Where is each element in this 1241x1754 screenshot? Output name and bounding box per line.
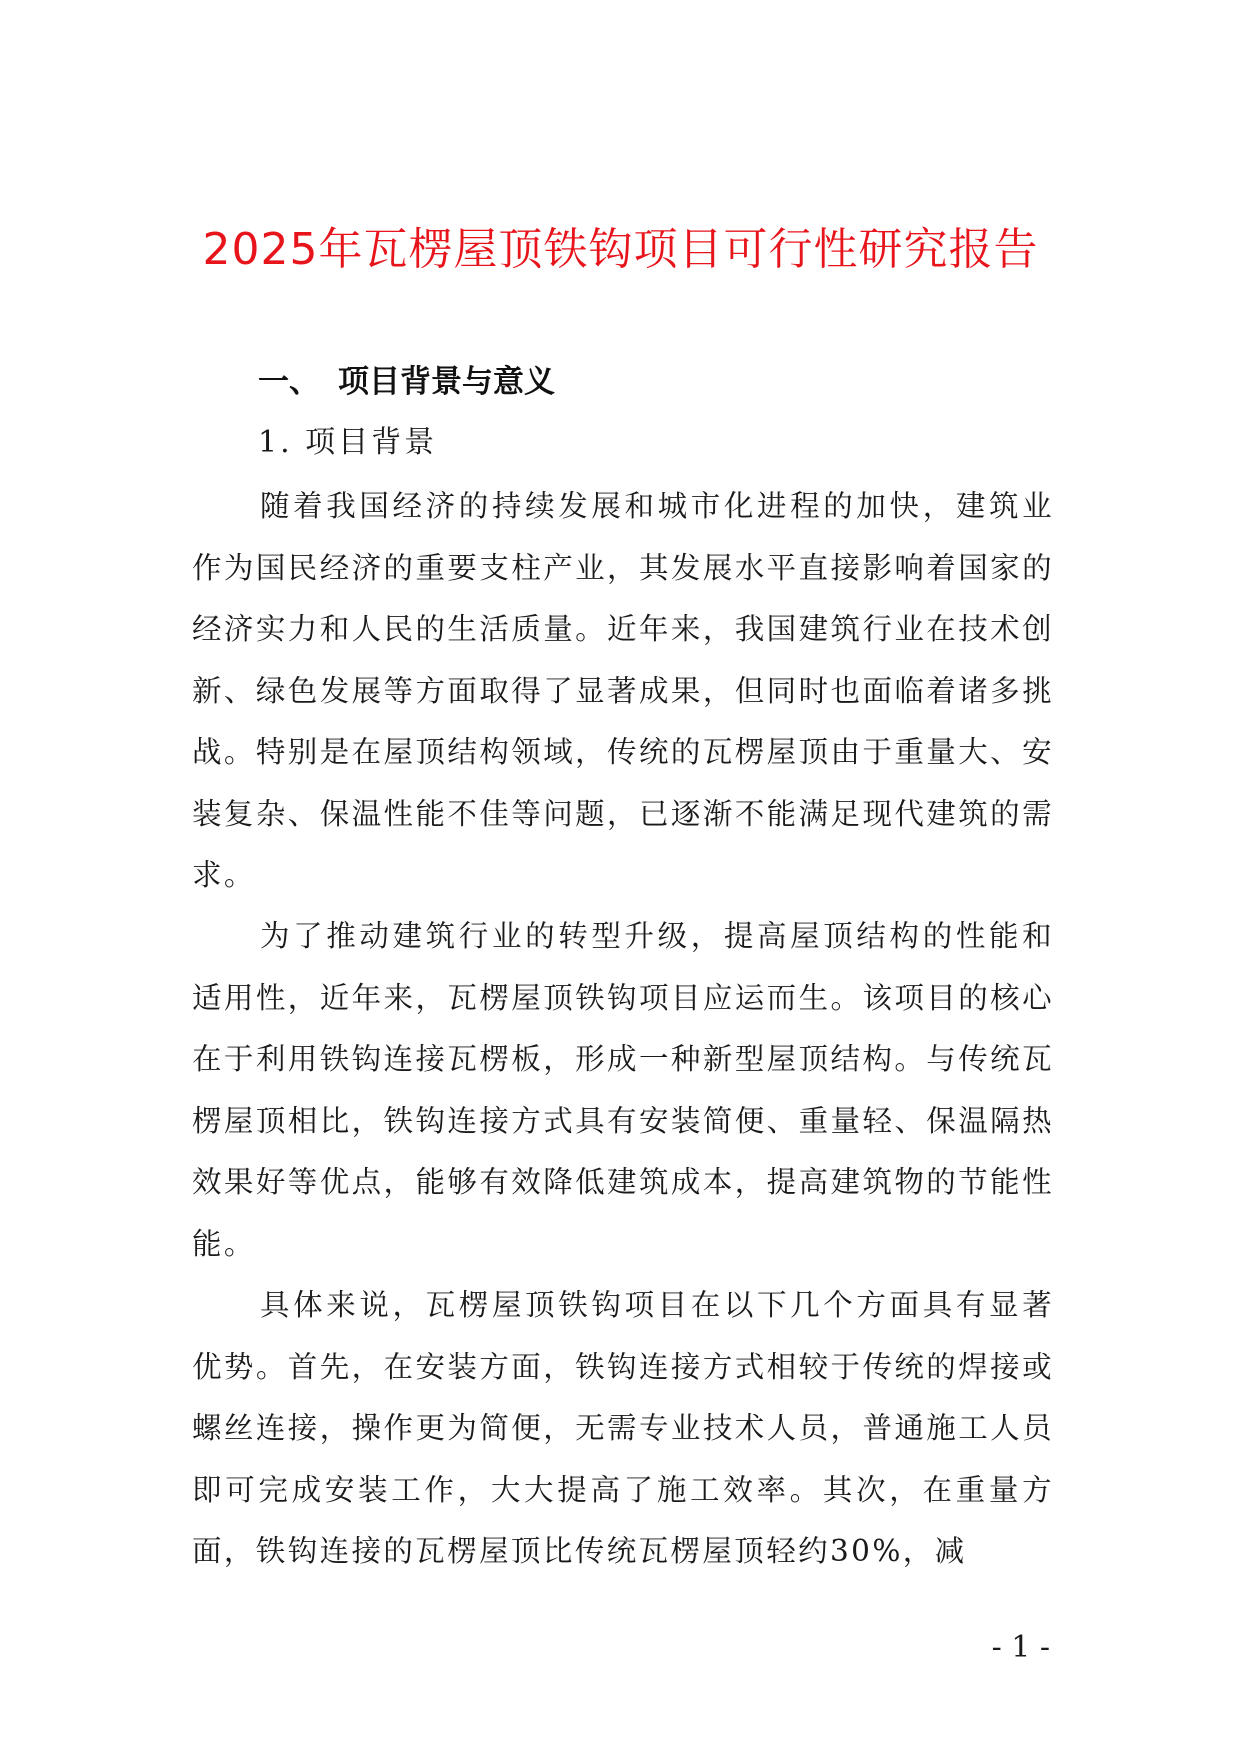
paragraph-2: 为了推动建筑行业的转型升级，提高屋顶结构的性能和适用性，近年来，瓦楞屋顶铁钩项目应运而生。该项目的核心在于利用铁钩连接瓦楞板，形成一种新型屋顶结构。与传统瓦楞屋顶相比，铁钩连接方式具有安装简便、重量轻、保温隔热效果好等优点，能够有效降低建筑成本，提高建筑物的节能性能。 — [192, 919, 1054, 1261]
section-number: 一、 — [258, 364, 320, 400]
paragraph-3: 具体来说，瓦楞屋顶铁钩项目在以下几个方面具有显著优势。首先，在安装方面，铁钩连接方式相较于传统的焊接或螺丝连接，操作更为简便，无需专业技术人员，普通施工人员即可完成安装工作，大大提高了施工效率。其次，在重量方面，铁钩连接的瓦楞屋顶比传统瓦楞屋顶轻约30%，减 — [192, 1288, 1054, 1568]
document-title: 2025年瓦楞屋顶铁钩项目可行性研究报告 — [202, 224, 1039, 275]
section-heading — [258, 362, 555, 402]
paragraph-1: 随着我国经济的持续发展和城市化进程的加快，建筑业作为国民经济的重要支柱产业，其发展水平直接影响着国家的经济实力和人民的生活质量。近年来，我国建筑行业在技术创新、绿色发展等方面取得了显著成果，但同时也面临着诸多挑战。特别是在屋顶结构领域，传统的瓦楞屋顶由于重量大、安装复杂、保温性能不佳等问题，已逐渐不能满足现代建筑的需求。 — [192, 489, 1054, 892]
section-title: 项目背景与意义 — [338, 364, 555, 400]
page-number: - 1 - — [991, 1630, 1050, 1665]
subsection-heading: 1. 项目背景 — [258, 425, 438, 460]
